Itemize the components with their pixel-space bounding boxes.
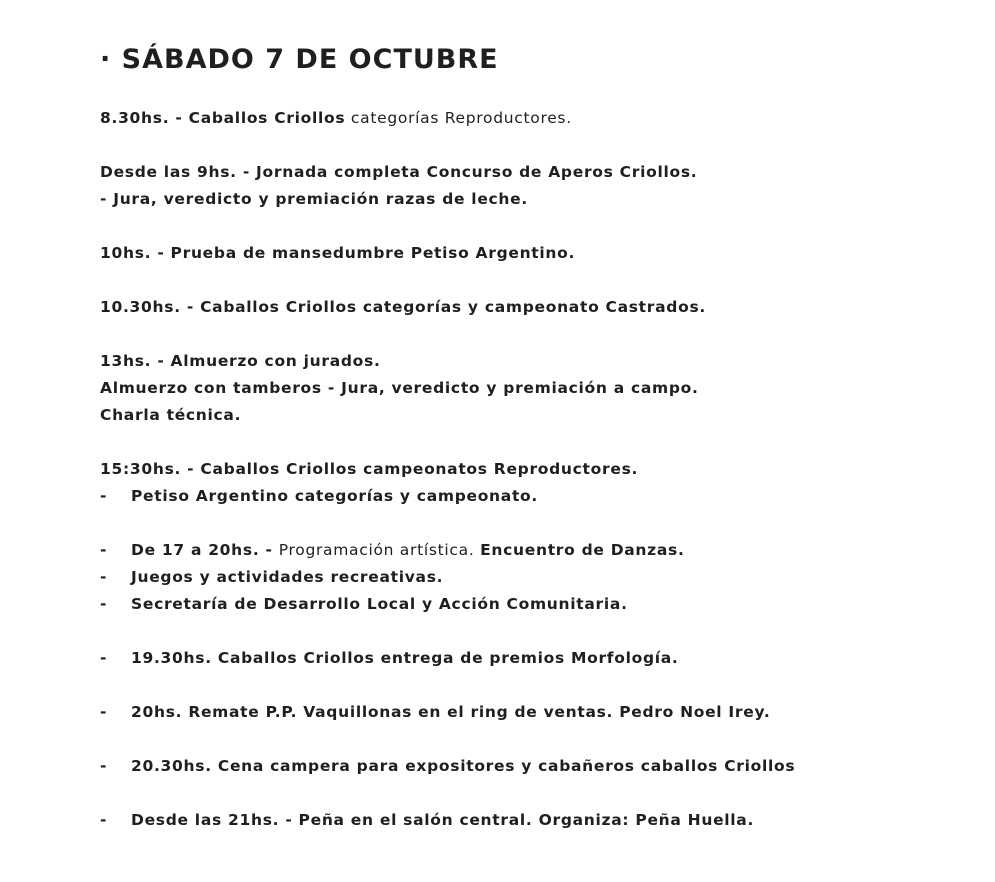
schedule-item-text: 19.30hs. Caballos Criollos entrega de premios Morfología. <box>131 649 679 667</box>
schedule-item-2000 <box>100 699 960 726</box>
schedule-item-1930 <box>100 645 960 672</box>
schedule-item-2030 <box>100 753 960 780</box>
bullet-dash: - <box>100 487 108 505</box>
schedule-item-text: Petiso Argentino categorías y campeonato. <box>131 487 538 505</box>
schedule-item-text: 20hs. Remate P.P. Vaquillonas en el ring de ventas. Pedro Noel Irey. <box>131 703 771 721</box>
schedule-item-0900: Desde las 9hs. - Jornada completa Concurso de Aperos Criollos. <box>100 163 698 181</box>
bullet-dash: - <box>100 757 108 775</box>
schedule-item-text: Desde las 21hs. - Peña en el salón central. Organiza: Peña Huella. <box>131 811 755 829</box>
bullet-dash: - <box>100 541 108 559</box>
bullet-dash: - <box>100 649 108 667</box>
spacer <box>100 672 960 699</box>
schedule-item-juegos <box>100 564 960 591</box>
schedule-item-petiso <box>100 483 960 510</box>
schedule-item-bold-text: 8.30hs. - Caballos Criollos <box>100 109 346 127</box>
schedule-item-1300: 13hs. - Almuerzo con jurados. <box>100 352 381 370</box>
bullet-dash: - <box>100 811 108 829</box>
schedule-item-jura-leche: - Jura, veredicto y premiación razas de leche. <box>100 190 528 208</box>
spacer <box>100 510 960 537</box>
schedule-item-text: Secretaría de Desarrollo Local y Acción Comunitaria. <box>131 595 628 613</box>
schedule-item-1030: 10.30hs. - Caballos Criollos categorías y campeonato Castrados. <box>100 298 706 316</box>
schedule-item-light-text: categorías Reproductores. <box>345 109 572 127</box>
spacer <box>100 618 960 645</box>
schedule-item-text: 20.30hs. Cena campera para expositores y cabañeros caballos Criollos <box>131 757 796 775</box>
schedule-item-light-text: Programación artística. <box>278 541 481 559</box>
bullet-dash: - <box>100 568 108 586</box>
spacer <box>100 726 960 753</box>
schedule-list <box>100 105 960 834</box>
schedule-item-charla: Charla técnica. <box>100 406 242 424</box>
schedule-item-1700 <box>100 537 960 564</box>
page-title: · SÁBADO 7 DE OCTUBRE <box>100 44 499 75</box>
document-page <box>100 40 960 829</box>
schedule-item-1000: 10hs. - Prueba de mansedumbre Petiso Argentino. <box>100 244 576 262</box>
spacer <box>100 321 960 348</box>
schedule-item-2100 <box>100 807 960 834</box>
spacer <box>100 780 960 807</box>
schedule-item-bold-text: Encuentro de Danzas. <box>480 541 685 559</box>
schedule-item-1530: 15:30hs. - Caballos Criollos campeonatos Reproductores. <box>100 460 639 478</box>
schedule-item-secretaria <box>100 591 960 618</box>
spacer <box>100 429 960 456</box>
bullet-dash: - <box>100 595 108 613</box>
spacer <box>100 132 960 159</box>
schedule-item-0830 <box>100 105 960 132</box>
spacer <box>100 213 960 240</box>
bullet-dash: - <box>100 703 108 721</box>
spacer <box>100 267 960 294</box>
schedule-item-almuerzo-tamberos: Almuerzo con tamberos - Jura, veredicto y premiación a campo. <box>100 379 699 397</box>
schedule-item-text: Juegos y actividades recreativas. <box>131 568 444 586</box>
schedule-item-bold-text: De 17 a 20hs. - <box>131 541 279 559</box>
